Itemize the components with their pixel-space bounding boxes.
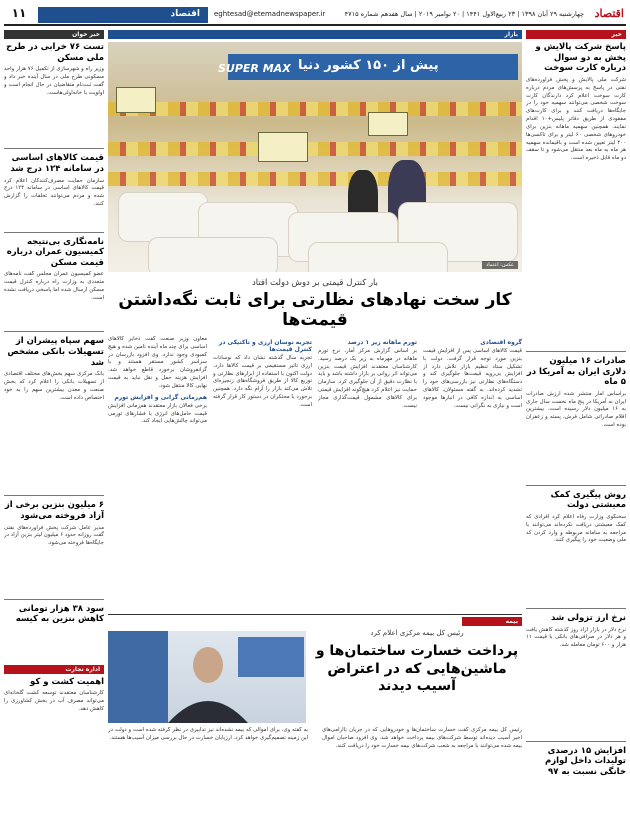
- article-text: وزیر راه و شهرسازی از تکمیل ۷۶ هزار واحد مسکونی طرح ملی در سال آینده خبر داد و گفت ثبت‌نام متقاضیان در حال انجام است و اولویت با خانه‌اولی‌هاست.: [4, 66, 104, 96]
- shelf: [108, 142, 522, 156]
- article-headline: ۶ میلیون بنزین برخی از آزاد فروخته می‌شود: [4, 500, 104, 521]
- shelf: [108, 172, 522, 186]
- newspaper-logo: اقتصاد: [594, 7, 624, 20]
- subheading: هم‌زمانی گرانی و افزایش تورم: [114, 393, 207, 401]
- main-area: [108, 30, 522, 816]
- divider: [4, 148, 104, 149]
- left-column: [4, 30, 104, 816]
- page-header: [4, 4, 626, 26]
- article-headline: افزایش ۱۵ درصدی تولیدات داخل لوازم خانگی نسبت به ۹۷: [544, 745, 626, 777]
- article-headline: قیمت کالاهای اساسی در سامانه ۱۲۴ درج شد: [10, 153, 104, 174]
- article-kicker: رئیس کل بیمه مرکزی اعلام کرد: [370, 629, 464, 637]
- article-text: رئیس کل بیمه مرکزی گفت خسارت ساختمان‌ها و خودروهایی که در جریان ناآرامی‌های اخیر آسیب دیده‌اند توسط شرکت‌های بیمه پرداخت خواهد شد. وی افزود صاحبان اموال بیمه شده می‌توانند با مراجعه به شعب شرکت‌های بیمه خسارت خود را دریافت کنند.: [322, 727, 522, 749]
- official-portrait: [108, 631, 306, 723]
- page-number: ۱۱: [11, 6, 27, 20]
- article-text: تجربه سال گذشته نشان داد که نوسانات ارزی تاثیر مستقیمی بر قیمت کالاها دارد. دولت اکنون با استفاده از ابزارهای نظارتی و توزیع کالا از طریق فروشگاه‌های زنجیره‌ای تلاش می‌کند بازار را آرام نگه دارد. همچنین برخورد با محتکران در دستور کار قرار گرفته است.: [213, 355, 312, 408]
- divider: [526, 351, 626, 352]
- supermarket-photo: [108, 42, 522, 272]
- subheading: تورم ماهانه زیر ۱ درصد: [347, 339, 417, 346]
- price-sign: [258, 132, 308, 162]
- article-text: بانک مرکزی سهم بخش‌های مختلف اقتصادی از تسهیلات بانکی را اعلام کرد که بخش صنعت و معدن بیشترین سهم را به خود اختصاص داده است.: [4, 371, 104, 401]
- article-text: برخی فعالان بازار معتقدند هم‌زمانی افزایش قیمت حامل‌های انرژی با فشارهای تورمی می‌تواند چالش‌هایی ایجاد کند.: [108, 402, 207, 425]
- section-tag: اداره تجارت: [4, 665, 104, 674]
- flag-background: [108, 631, 168, 723]
- article-headline: نامه‌نگاری بی‌نتیجه کمیسیون عمران درباره قیمت مسکن: [6, 236, 104, 268]
- article-headline: صادرات ۱۶ میلیون دلاری ایران به آمریکا در ۵ ماه: [526, 355, 626, 388]
- price-sign: [116, 87, 156, 113]
- article-headline: روش پیگیری کمک معیشتی دولت: [550, 489, 626, 511]
- divider: [4, 599, 104, 600]
- article-text: نرخ دلار در بازار آزاد روز گذشته کاهش یافت و هر دلار در صرافی‌های بانکی با قیمت ۱۱ هزار و ۶۰۰ تومان معامله شد.: [526, 626, 626, 649]
- news-tag: خبر: [526, 30, 626, 39]
- article-headline: تست ۷۶ خرابی در طرح ملی مسکن: [6, 42, 104, 63]
- article-headline: نرخ ارز تزولی شد: [550, 613, 626, 623]
- photo-caption: عکس: اعتماد: [482, 261, 518, 269]
- rice-bag: [148, 237, 278, 272]
- article-text: مدیر عامل شرکت پخش فرآورده‌های نفتی گفت روزانه حدود ۶ میلیون لیتر بنزین آزاد در جایگاه‌ها فروخته می‌شود.: [4, 524, 104, 547]
- article-headline: سود ۳۸ هزار تومانی کاهش بنزین به کیسه: [15, 603, 104, 625]
- section-title: اقتصاد: [38, 7, 208, 23]
- article-kicker: بار کنترل قیمتی بر دوش دولت افتاد: [251, 278, 379, 288]
- divider: [4, 495, 104, 496]
- official-photo: [108, 631, 306, 723]
- insurance-article: [108, 614, 522, 816]
- subheading: تجربه نوسان ارزی و تاکتیکی در کنترل قیمت‌ها: [218, 339, 312, 353]
- shelf: [108, 102, 522, 116]
- logo-panel: [238, 637, 304, 677]
- email-address[interactable]: eghtesad@etemadnewspaper.ir: [214, 10, 326, 18]
- divider: [526, 485, 626, 486]
- banner-text: پیش از ۱۵۰ کشور دنیا: [298, 58, 439, 73]
- store-name: SUPER MAX: [218, 62, 291, 75]
- divider: [4, 232, 104, 233]
- article-text: قیمت کالاهای اساسی پس از افزایش قیمت بنزین مورد توجه قرار گرفت. دولت با تشکیل ستاد تنظیم بازار تلاش دارد از افزایش بی‌رویه قیمت‌ها جلوگیری کند و دستگاه‌های نظارتی نیز بازرسی‌های خود را تشدید کرده‌اند. به گفته مسئولان، کالاهای اساسی به اندازه کافی در انبارها موجود است و نیازی به نگرانی نیست.: [423, 348, 522, 409]
- right-column: [526, 30, 626, 816]
- article-text: شرکت ملی پالایش و پخش فرآورده‌های نفتی در پاسخ به پرسش‌های مردم درباره کارت سوخت اعلام کرد دارندگان کارت سوخت شخصی می‌توانند سهمیه خود را در جایگاه‌ها دریافت کنند و برای کارت‌های مفقودی از طریق دفاتر پلیس+۱۰ اقدام نمایند. همچنین سهمیه ماهانه بنزین برای خودروهای شخصی ۶۰ لیتر و برای تاکسی‌ها ۴۰۰ لیتر تعیین شده است و باقیمانده سهمیه هر ماه به ماه بعد منتقل می‌شود و تا سقف دو ماه قابل ذخیره است.: [526, 76, 626, 162]
- face: [193, 647, 223, 683]
- news-tag: خبر خوان: [4, 30, 104, 39]
- rice-bag: [118, 192, 208, 242]
- divider: [4, 331, 104, 332]
- byline: گروه اقتصادی: [480, 339, 522, 346]
- main-headline: کار سخت نهادهای نظارتی برای ثابت نگه‌داشتن قیمت‌ها: [118, 290, 512, 330]
- article-text: به گفته وی، برای اموالی که بیمه نشده‌اند نیز تدابیری در نظر گرفته شده است و دولت در این زمینه تصمیم‌گیری خواهد کرد. ارزیابان خسارت در حال بررسی میزان آسیب‌ها هستند.: [108, 727, 308, 741]
- article-headline: سهم سپاه پیشران از تسهیلات بانکی مشخص شد: [7, 336, 104, 368]
- dateline: چهارشنبه ۲۹ آبان ۱۳۹۸ | ۲۳ ربیع‌الاول ۱۴۴۱ | ۲۰ نوامبر ۲۰۱۹ | سال هفدهم شماره ۴۷۱۵: [344, 10, 584, 18]
- article-headline: اهمیت کشت و کو: [30, 676, 104, 687]
- divider: [526, 608, 626, 609]
- divider: [526, 741, 626, 742]
- section-tag: بازار: [108, 30, 522, 39]
- suit: [168, 701, 248, 723]
- article-text: براساس آمار منتشر شده ارزش صادرات ایران به آمریکا در پنج ماه نخست سال جاری به ۱۶ میلیون دلار رسیده است. بیشترین اقلام صادراتی شامل فرش، پسته و زعفران بوده است.: [526, 390, 626, 429]
- article-body: [108, 336, 522, 626]
- article-headline: پرداخت خسارت ساختمان‌ها و ماشین‌هایی که در اعتراض آسیب دیدند: [315, 643, 519, 694]
- article-headline: پاسخ شرکت پالایش و پخش به دو سوال درباره کارت سوخت: [535, 42, 626, 74]
- article-text: معاون وزیر صنعت گفت ذخایر کالاهای اساسی برای چند ماه آینده تامین شده و هیچ کمبودی وجود ندارد. وی افزود بازرسان در سراسر کشور مستقر هستند و با گرانفروشان برخورد قاطع خواهد شد. افزایش هزینه حمل و نقل نباید به قیمت نهایی کالا منتقل شود.: [108, 336, 207, 389]
- price-sign: [368, 112, 408, 136]
- article-text: سازمان حمایت مصرف‌کنندگان اعلام کرد قیمت کالاهای اساسی در سامانه ۱۲۴ درج شده و مردم می‌توانند تخلفات را گزارش کنند.: [4, 177, 104, 207]
- section-tag: بیمه: [462, 617, 522, 626]
- rice-bag: [308, 242, 448, 272]
- article-text: بر اساس گزارش مرکز آمار، نرخ تورم ماهانه در مهرماه به زیر یک درصد رسید. کارشناسان معتقدند افزایش قیمت بنزین می‌تواند اثر روانی بر بازار داشته باشد و باید با نظارت دقیق از آن جلوگیری کرد. سازمان حمایت نیز اعلام کرد هیچ‌گونه افزایش قیمتی برای کالاهای مشمول قیمت‌گذاری مجاز نیست.: [318, 348, 417, 409]
- article-text: عضو کمیسیون عمران مجلس گفت نامه‌های متعددی به وزارت راه درباره کنترل قیمت مسکن ارسال شده اما پاسخی دریافت نشده است.: [4, 271, 104, 301]
- article-text: کارشناسان معتقدند توسعه کشت گلخانه‌ای می‌تواند مصرف آب در بخش کشاورزی را کاهش دهد.: [4, 690, 104, 713]
- article-text: سخنگوی وزارت رفاه اعلام کرد افرادی که کمک معیشتی دریافت نکرده‌اند می‌توانند با مراجعه به سامانه مربوطه و وارد کردن کد ملی وضعیت خود را پیگیری کنند.: [526, 514, 626, 544]
